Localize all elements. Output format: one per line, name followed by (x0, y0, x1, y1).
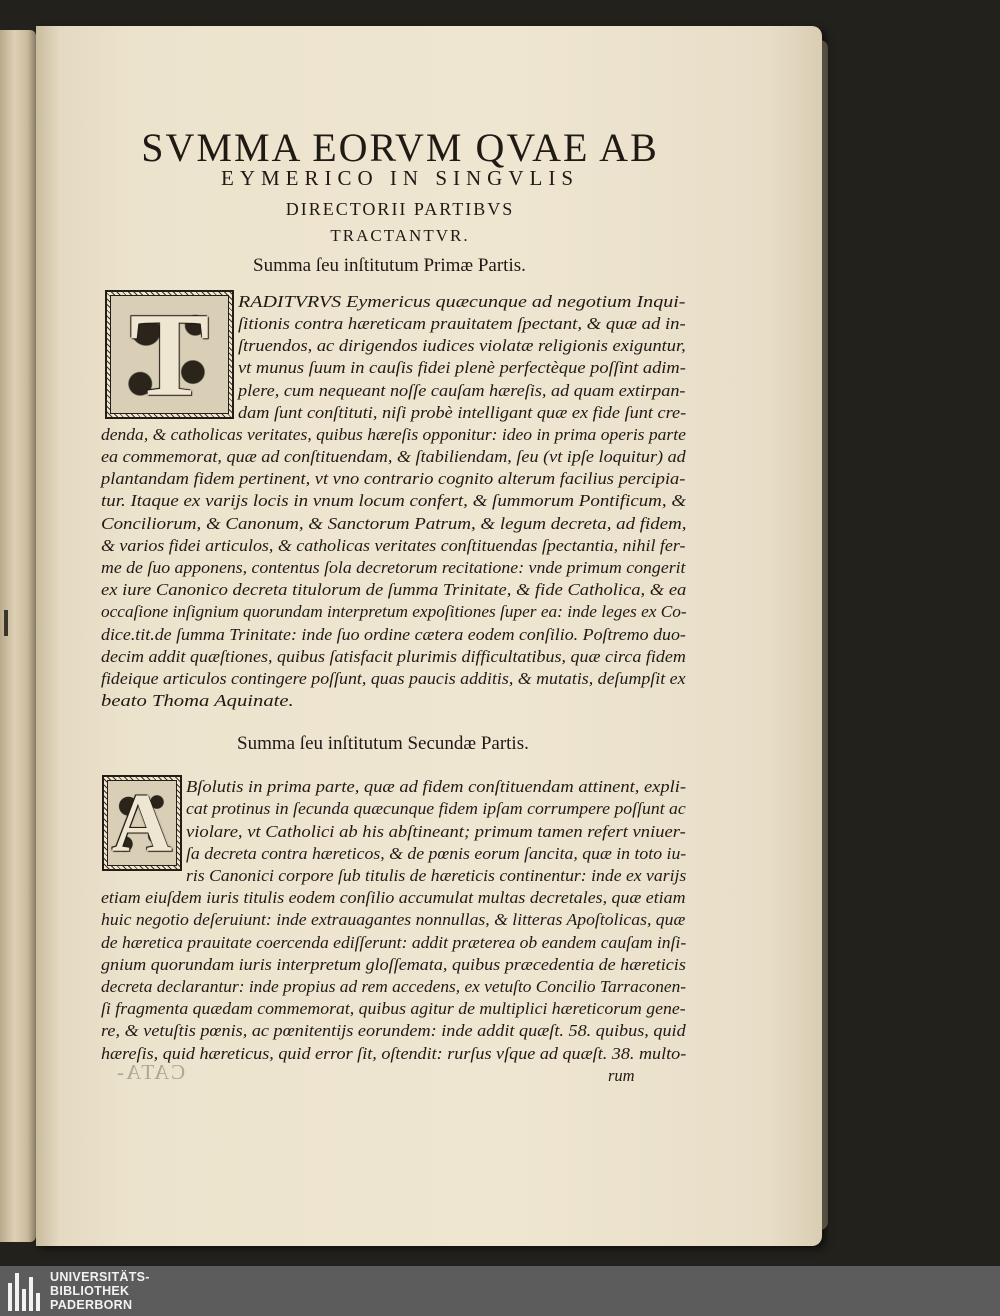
library-logo-icon (4, 1269, 44, 1313)
catchword: rum (608, 1066, 635, 1085)
text-line: re, & vetuſtis pœnis, ac pœnitentijs eorundem: inde addit quæſt. 58. quibus, quid (101, 1021, 686, 1040)
section-1-heading: Summa ſeu inſtitutum Primæ Partis. (253, 255, 526, 276)
decorated-initial-t (105, 287, 234, 421)
text-line: me de ſuo apponens, contentus ſola decretorum recitatione: vnde primum congerit (101, 558, 686, 577)
text-line: ſtruendos, ac dirigendos iudices violatæ religionis exiguntur, (238, 336, 686, 355)
text-line: dam ſunt conſtituti, niſi probè intelligant quæ ex fide ſunt cre- (238, 403, 687, 422)
text-line: violare, vt Catholici ab his abſtineant; primum tamen refert vniuer- (186, 822, 686, 841)
text-line: gnium quorundam iuris interpretum gloſſemata, quibus præcedentia de hæreticis (101, 955, 686, 974)
footer-bar (0, 1266, 1000, 1316)
text-line: vt munus ſuum in cauſis fidei plenè perfectèque poſſint adim- (238, 358, 686, 377)
text-line: decim addit quæſtiones, quibus ſatisfacit plurimis difficultatibus, quæ circa fidem (101, 647, 686, 666)
library-name-line-3: PADERBORN (50, 1298, 133, 1312)
text-line: ris Canonici corpore ſub titulis de hæreticis continentur: inde ex varijs (186, 866, 687, 885)
text-line: etiam eiuſdem iuris titulis eodem conſilio accumulat multas decretales, quæ etiam (101, 888, 686, 907)
library-name (50, 1270, 150, 1312)
text-line: ſi fragmenta quædam commemorat, quibus agitur de multiplici hæreticorum gene- (101, 999, 686, 1018)
text-line: & varios fidei articulos, & catholicas veritates conſtituendas ſpectantia, nihil fer- (101, 536, 686, 555)
text-line: beato Thoma Aquinate. (101, 691, 294, 710)
text-line: plantandam fidem pertinent, vt vno contrario cognito alterum facilius percipia- (101, 469, 686, 488)
text-line: occaſione inſignium quorundam interpretum expoſitiones ſuper ea: inde leges ex Co- (101, 602, 687, 621)
text-line: de hæretica prauitate coercenda ediſſerunt: addit præterea ob eandem cauſam inſi- (101, 933, 687, 952)
text-line: hæreſis, quid hæreticus, quid error ſit, oſtendit: rurſus vſque ad quæſt. 38. multo- (101, 1044, 687, 1063)
library-name-line-1: UNIVERSITÄTS- (50, 1270, 150, 1284)
left-page-edge (0, 30, 36, 1242)
text-line: cat protinus in ſecunda quæcunque fidem ipſam corrumpere poſſunt ac (186, 799, 686, 818)
text-line: denda, & catholicas veritates, quibus hæreſis opponitur: ideo in prima operis parte (101, 425, 686, 444)
initial-letter: A (111, 776, 173, 870)
decorated-initial-a (102, 775, 182, 871)
title-line-4: TRACTANTVR. (330, 226, 470, 245)
text-line: tur. Itaque ex varijs locis in vnum locum confert, & ſummorum Pontificum, & (101, 491, 687, 510)
section-2-heading: Summa ſeu inſtitutum Secundæ Partis. (237, 733, 529, 754)
title-line-1: SVMMA EORVM QVAE AB (141, 125, 659, 170)
text-line: RADITVRVS Eymericus quæcunque ad negotium Inqui- (238, 292, 686, 311)
library-name-line-2: BIBLIOTHEK (50, 1284, 130, 1298)
text-line: Conciliorum, & Canonum, & Sanctorum Patrum, & legum decreta, ad fidem, (101, 514, 687, 533)
text-line: plere, cum nequeant noſſe cauſam hæreſis, ad quam extirpan- (238, 381, 686, 400)
library-stamp: CATA- (115, 1060, 186, 1084)
text-line: fideique articulos contingere poſſunt, quas paucis additis, & mutatis, deſumpſit ex (101, 669, 686, 688)
text-line: ſa decreta contra hæreticos, & de pœnis eorum ſancita, quæ in toto iu- (186, 844, 687, 863)
text-line: huic negotio deſeruiunt: inde extrauagantes nonnullas, & litteras Apoſtolicas, quæ (101, 910, 686, 929)
text-line: dice.tit.de ſumma Trinitate: inde ſuo ordine cætera eodem conſilio. Poſtremo duo- (101, 625, 686, 644)
text-line: ea commemorat, quæ ad conſtituendam, & ſtabiliendam, ſeu (vt ipſe loquitur) ad (101, 447, 686, 466)
text-line: ſitionis contra hæreticam prauitatem ſpectant, & quæ ad in- (238, 314, 686, 333)
text-line: Bſolutis in prima parte, quæ ad fidem conſtituendam attinent, expli- (186, 777, 687, 796)
title-line-3: DIRECTORII PARTIBVS (285, 199, 515, 219)
title-line-2: EYMERICO IN SINGVLIS (221, 166, 579, 190)
text-line: decreta declarantur: inde propius ad rem accedens, ex vetuſto Concilio Tarraconen- (101, 977, 687, 996)
left-page-mark (4, 610, 8, 636)
text-line: ex iure Canonico decreta titulorum de ſumma Trinitate, & fide Catholica, & ea (101, 580, 687, 599)
initial-letter: T (129, 287, 210, 421)
